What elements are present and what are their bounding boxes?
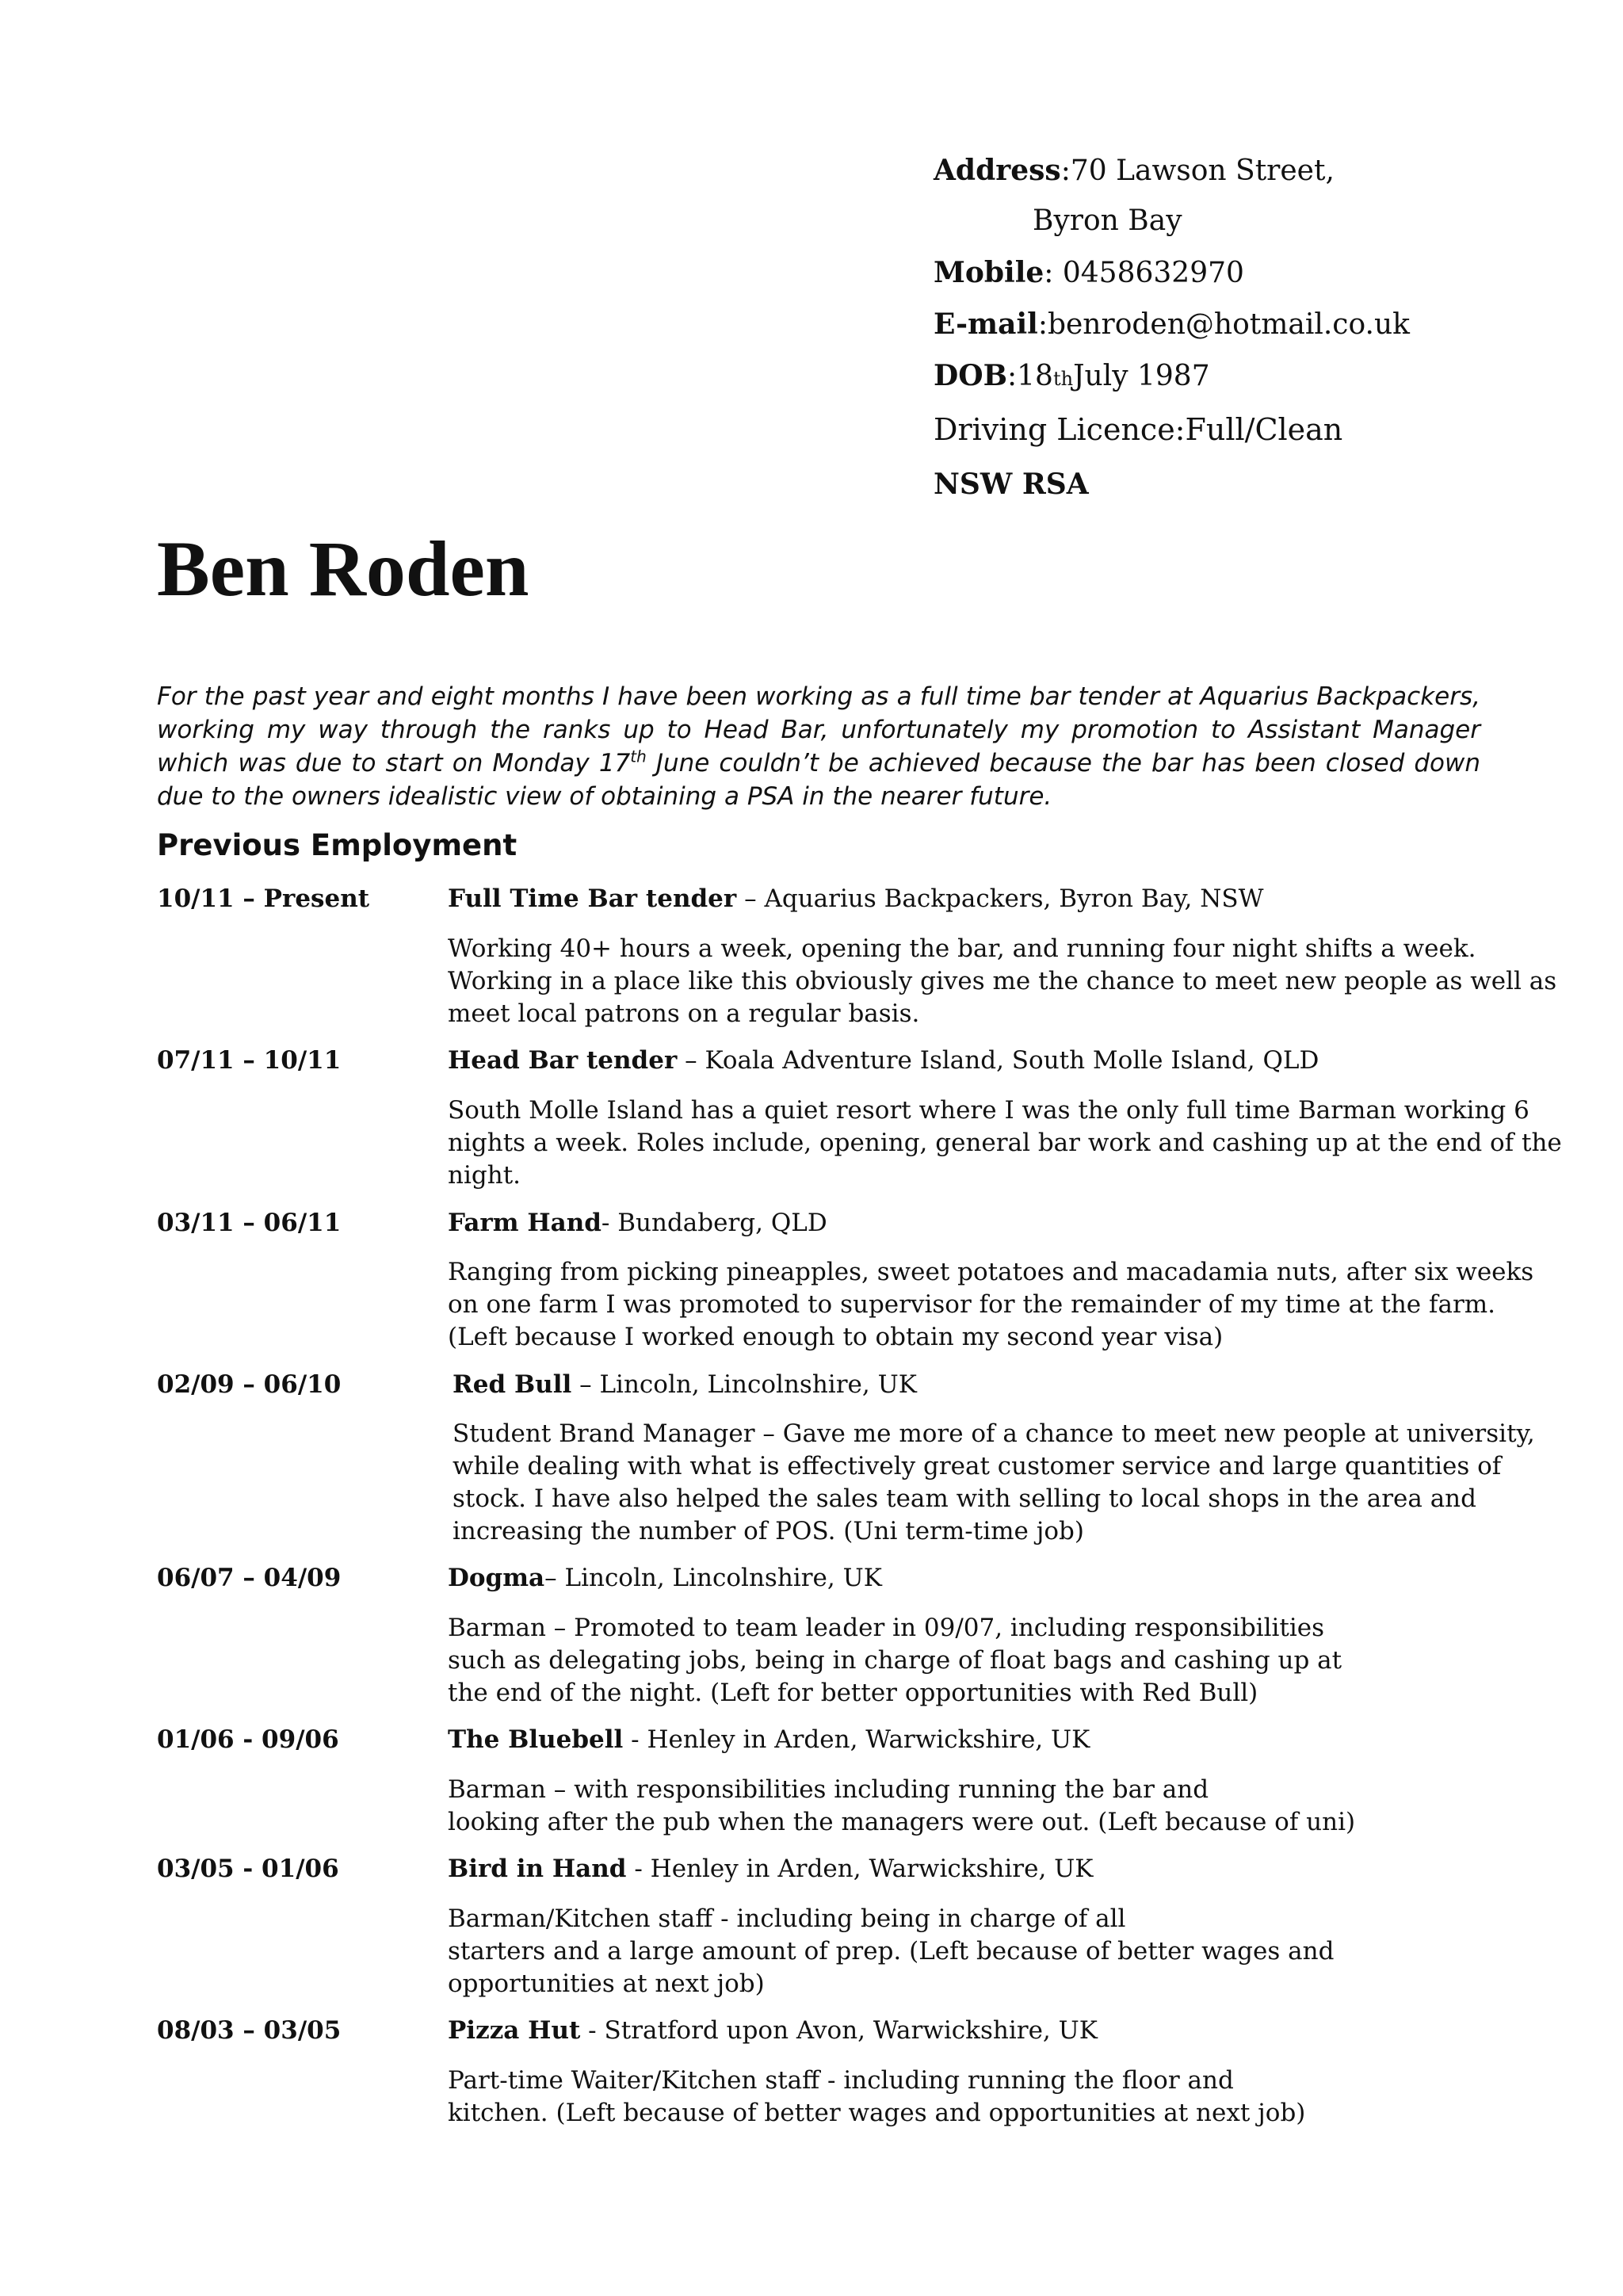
job-employer: - Henley in Arden, Warwickshire, UK (626, 1855, 1094, 1883)
dob-suffix: th (1052, 368, 1074, 390)
job-desc-line: nights a week. Roles include, opening, general bar work and cashing up at the end of the (448, 1129, 1562, 1157)
job-description (448, 1612, 1342, 1710)
job-heading (448, 1046, 1319, 1075)
job-desc-line: Barman – Promoted to team leader in 09/07, including responsibilities (448, 1614, 1325, 1642)
job-employer: - Stratford upon Avon, Warwickshire, UK (580, 2016, 1098, 2045)
job-description (448, 933, 1556, 1030)
job-desc-line: South Molle Island has a quiet resort where I was the only full time Barman working 6 (448, 1096, 1529, 1125)
job-desc-line: the end of the night. (Left for better opportunities with Red Bull) (448, 1679, 1258, 1707)
job-heading (448, 1855, 1093, 1883)
job-desc-line: Barman/Kitchen staff - including being in charge of all (448, 1904, 1126, 1933)
job-employer: – Aquarius Backpackers, Byron Bay, NSW (736, 884, 1264, 913)
job-desc-line: such as delegating jobs, being in charge of float bags and cashing up at (448, 1646, 1342, 1675)
job-desc-line: kitchen. (Left because of better wages and opportunities at next job) (448, 2099, 1306, 2127)
job-heading (453, 1370, 917, 1399)
job-title: The Bluebell (448, 1725, 624, 1754)
job-dates: 03/05 - 01/06 (157, 1855, 339, 1883)
address-line (934, 154, 1335, 187)
dob-label: DOB (934, 359, 1008, 392)
job-heading (448, 884, 1263, 913)
job-employer: - Bundaberg, QLD (601, 1209, 827, 1237)
job-desc-line: on one farm I was promoted to supervisor for the remainder of my time at the farm. (448, 1290, 1496, 1319)
job-heading (448, 2016, 1098, 2045)
job-dates: 03/11 – 06/11 (157, 1209, 342, 1237)
address-label: Address (934, 154, 1061, 187)
dob-day: :18 (1007, 360, 1053, 392)
job-employer: - Henley in Arden, Warwickshire, UK (623, 1725, 1090, 1754)
job-description (448, 1095, 1562, 1192)
dob-rest: July 1987 (1073, 360, 1210, 392)
job-employer: – Lincoln, Lincolnshire, UK (544, 1564, 882, 1592)
rsa-line: NSW RSA (934, 468, 1089, 501)
job-dates: 02/09 – 06/10 (157, 1370, 342, 1399)
mobile-value: : 0458632970 (1044, 257, 1244, 289)
driving-licence: Driving Licence:Full/Clean (934, 412, 1343, 447)
job-desc-line: opportunities at next job) (448, 1969, 765, 1998)
job-desc-line: looking after the pub when the managers were out. (Left because of uni) (448, 1808, 1356, 1836)
email-value: :benroden@hotmail.co.uk (1037, 308, 1410, 341)
job-heading (448, 1725, 1090, 1754)
job-title: Full Time Bar tender (448, 884, 737, 913)
job-title: Farm Hand (448, 1209, 601, 1237)
job-dates: 07/11 – 10/11 (157, 1046, 342, 1075)
job-dates: 01/06 - 09/06 (157, 1725, 339, 1754)
job-desc-line: night. (448, 1161, 521, 1190)
job-employer: – Koala Adventure Island, South Molle Island, QLD (677, 1046, 1319, 1075)
address-value: :70 Lawson Street, (1060, 155, 1335, 187)
job-desc-line: while dealing with what is effectively great customer service and large quantities of (453, 1452, 1502, 1480)
profile-summary (157, 680, 1480, 813)
job-desc-line: Working in a place like this obviously gives me the chance to meet new people as well as (448, 967, 1557, 995)
job-desc-line: increasing the number of POS. (Uni term-time job) (453, 1517, 1084, 1545)
job-title: Red Bull (453, 1370, 572, 1399)
job-description (453, 1418, 1535, 1548)
job-description (448, 1256, 1533, 1354)
address-line-2: Byron Bay (1033, 204, 1182, 237)
job-desc-line: Part-time Waiter/Kitchen staff - including running the floor and (448, 2066, 1234, 2095)
job-title: Head Bar tender (448, 1046, 678, 1075)
job-title: Pizza Hut (448, 2016, 581, 2045)
dob-line (934, 359, 1210, 392)
job-description (448, 2065, 1305, 2130)
candidate-name: Ben Roden (157, 525, 529, 613)
job-desc-line: Student Brand Manager – Gave me more of a chance to meet new people at university, (453, 1419, 1535, 1448)
job-dates: 08/03 – 03/05 (157, 2016, 342, 2045)
job-desc-line: Ranging from picking pineapples, sweet potatoes and macadamia nuts, after six weeks (448, 1258, 1534, 1286)
job-desc-line: (Left because I worked enough to obtain my second year visa) (448, 1323, 1224, 1351)
job-desc-line: meet local patrons on a regular basis. (448, 999, 920, 1028)
section-title: Previous Employment (157, 828, 517, 862)
job-title: Dogma (448, 1564, 545, 1592)
job-heading (448, 1209, 827, 1237)
job-description (448, 1903, 1334, 2000)
job-title: Bird in Hand (448, 1855, 627, 1883)
mobile-line (934, 256, 1244, 289)
email-label: E-mail (934, 308, 1038, 341)
job-dates: 06/07 – 04/09 (157, 1564, 342, 1592)
job-description (448, 1774, 1355, 1839)
job-desc-line: stock. I have also helped the sales team with selling to local shops in the area and (453, 1484, 1476, 1513)
job-desc-line: Working 40+ hours a week, opening the bar, and running four night shifts a week. (448, 934, 1476, 963)
job-dates: 10/11 – Present (157, 884, 370, 913)
job-heading (448, 1564, 882, 1592)
job-employer: – Lincoln, Lincolnshire, UK (571, 1370, 917, 1399)
mobile-label: Mobile (934, 256, 1044, 289)
email-line (934, 308, 1410, 341)
job-desc-line: starters and a large amount of prep. (Left because of better wages and (448, 1937, 1335, 1966)
job-desc-line: Barman – with responsibilities including running the bar and (448, 1775, 1209, 1804)
summary-text-1: For the past year and eight months I have been working as a full time bar tender at Aquarius Backpackers, working my way through the ranks up to Head Bar, unfortunately my promotion to Assistant Manager which was due to start on Monday 17 (157, 682, 1480, 777)
summary-text-2: June couldn’t be achieved because the bar has been closed down due to the owners idealistic view of obtaining a PSA in the nearer future. (157, 749, 1480, 811)
summary-superscript: th (630, 747, 647, 766)
